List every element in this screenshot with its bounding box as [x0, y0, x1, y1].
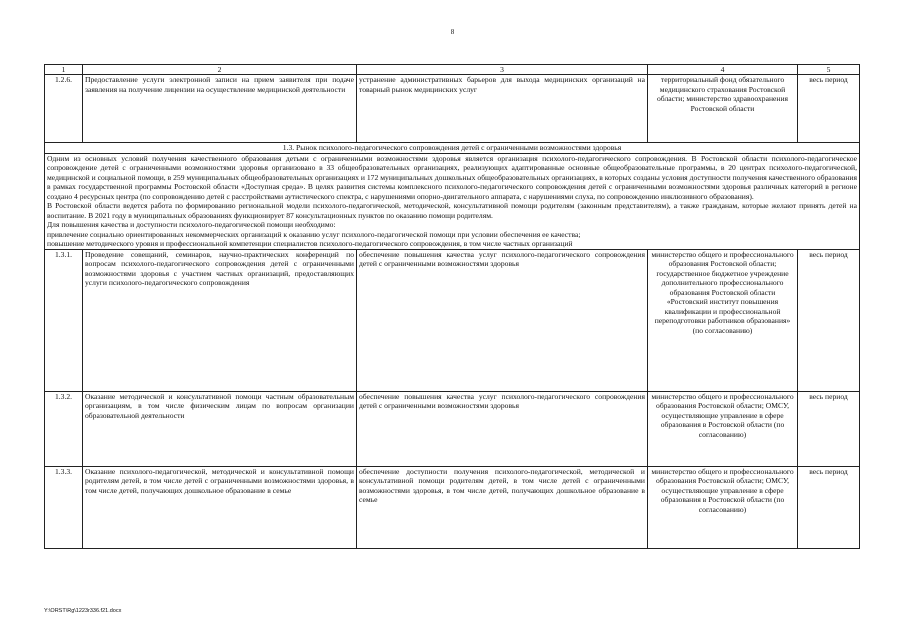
measures-table: [44, 64, 860, 549]
section-paragraph: Для повышения качества и доступности психолого-педагогической помощи необходимо:: [47, 220, 336, 229]
row-number: 1.2.6.: [45, 75, 83, 143]
row-measure: Предоставление услуги электронной записи на прием заявителя при подаче заявления на получение лицензии на осуществление медицинской деятельности: [83, 75, 357, 143]
header-col-1: 1: [45, 65, 83, 75]
row-number: 1.3.3.: [45, 466, 83, 548]
row-measure: Оказание методической и консультативной помощи частным образовательным организациям, в том числе физическим лицам по вопросам организации образовательной деятельности: [83, 391, 357, 466]
section-text-row: [45, 153, 860, 249]
table-row: [45, 466, 860, 548]
table-row: [45, 391, 860, 466]
row-number: 1.3.1.: [45, 249, 83, 391]
row-measure: Оказание психолого-педагогической, методической и консультативной помощи родителям детей, в том числе детей с ограниченными возможностями здоровья, в том числе детей, получающих дошкольное образование в семье: [83, 466, 357, 548]
row-executor: министерство общего и профессионального образования Ростовской области; ОМСУ, осуществляющие управление в сфере образования в Ростовской области (по согласованию): [648, 391, 798, 466]
table-row: [45, 249, 860, 391]
row-period: весь период: [798, 391, 860, 466]
row-period: весь период: [798, 249, 860, 391]
header-col-2: 2: [83, 65, 357, 75]
row-executor: территориальный фонд обязательного медицинского страхования Ростовской области; министерство здравоохранения Ростовской области: [648, 75, 798, 143]
row-result: обеспечение повышения качества услуг психолого-педагогического сопровождения детей с ограниченными возможностями здоровья: [357, 249, 648, 391]
section-title: 1.3. Рынок психолого-педагогического сопровождения детей с ограниченными возможностями здоровья: [45, 143, 860, 154]
section-paragraph: В Ростовской области ведется работа по формированию региональной модели психолого-педагогической, методической, консультативной помощи родителям (законным представителям), а также гражданам, которые желают принять детей на воспитание. В 2021 году в муниципальных образованиях функционирует 87 консультационных пунктов по оказанию помощи родителям.: [47, 201, 857, 220]
row-period: весь период: [798, 75, 860, 143]
table-header-row: [45, 65, 860, 75]
row-result: обеспечение доступности получения психолого-педагогической, методической и консультативной помощи родителям детей, в том числе детей с ограниченными возможностями здоровья, в том числе детей, получающих дошкольное образование в семье: [357, 466, 648, 548]
section-paragraph: повышение методического уровня и профессиональной компетенции специалистов психолого-педагогического сопровождения, в том числе частных организаций: [47, 239, 573, 248]
row-executor: министерство общего и профессионального образования Ростовской области; государственное бюджетное учреждение дополнительного профессионального образования Ростовской области «Ростовский институт повышения квалификации и профессиональной переподготовки работников образования» (по согласованию): [648, 249, 798, 391]
section-paragraph: Одним из основных условий получения качественного образования детьми с ограниченными возможностями здоровья является организация психолого-педагогического сопровождения. В Ростовской области психолого-педагогическое сопровождение детей с ограниченными возможностями здоровья организовано в 33 общеобразовательных организациях, реализующих адаптированные основные общеобразовательные программы, в 20 центрах психолого-педагогической, медицинской и социальной помощи, в 259 муниципальных общеобразовательных организациях и 172 муниципальных дошкольных общеобразовательных организациях, в которых созданы условия доступности получения качественного образования в рамках государственной программы Ростовской области «Доступная среда». В целях развития системы комплексного психолого-педагогического сопровождения детей с ограниченными возможностями здоровья различных категорий в регионе создано 4 ресурсных центра (по сопровождению детей с расстройствами аутистического спектра, с нарушениями опорно-двигательного аппарата, с нарушениями слуха, по сопровождению инклюзивного образования).: [47, 153, 857, 201]
page-number: 8: [450, 28, 455, 36]
header-col-5: 5: [798, 65, 860, 75]
section-row: [45, 143, 860, 154]
row-period: весь период: [798, 466, 860, 548]
table-row: [45, 75, 860, 143]
row-measure: Проведение совещаний, семинаров, научно-практических конференций по вопросам психолого-педагогического сопровождения детей с ограниченными возможностями здоровья с участием частных организаций, предоставляющих услуги психолого-педагогического сопровождения: [83, 249, 357, 391]
file-path-footer: Y:\ORST\Rg\1223r336.f21.docx: [44, 608, 122, 614]
row-number: 1.3.2.: [45, 391, 83, 466]
row-executor: министерство общего и профессионального образования Ростовской области; ОМСУ, осуществляющие управление в сфере образования в Ростовской области (по согласованию): [648, 466, 798, 548]
row-result: обеспечение повышения качества услуг психолого-педагогического сопровождения детей с ограниченными возможностями здоровья: [357, 391, 648, 466]
header-col-4: 4: [648, 65, 798, 75]
header-col-3: 3: [357, 65, 648, 75]
section-paragraph: привлечение социально ориентированных некоммерческих организаций к оказанию услуг психолого-педагогической помощи при условии обеспечения ее качества;: [47, 229, 581, 239]
row-result: устранение административных барьеров для выхода медицинских организаций на товарный рынок медицинских услуг: [357, 75, 648, 143]
